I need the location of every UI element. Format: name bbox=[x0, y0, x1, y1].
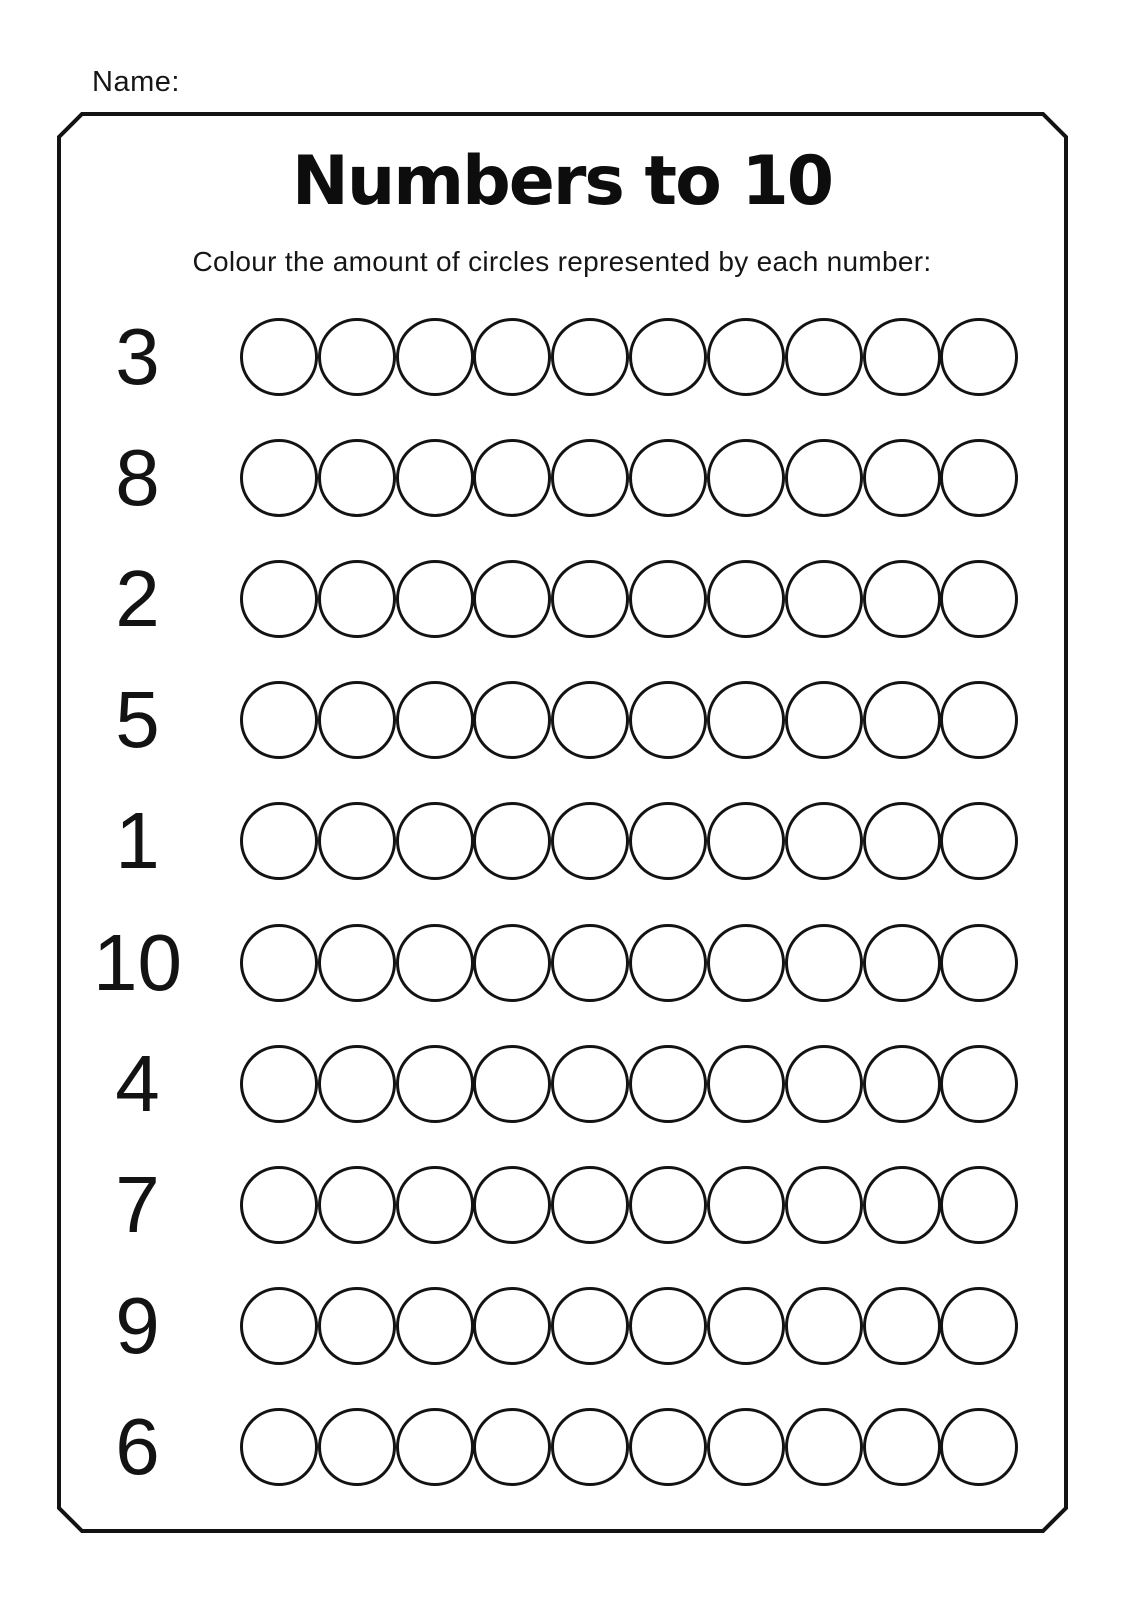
circle[interactable] bbox=[240, 681, 318, 759]
circle[interactable] bbox=[473, 802, 551, 880]
circle[interactable] bbox=[863, 439, 941, 517]
circle[interactable] bbox=[318, 681, 396, 759]
circle-row bbox=[240, 1408, 1018, 1486]
circle[interactable] bbox=[318, 318, 396, 396]
circle[interactable] bbox=[940, 439, 1018, 517]
circle[interactable] bbox=[707, 681, 785, 759]
circle-row bbox=[240, 439, 1018, 517]
worksheet-row bbox=[60, 312, 1018, 401]
circle-row bbox=[240, 560, 1018, 638]
circle[interactable] bbox=[785, 439, 863, 517]
circle[interactable] bbox=[318, 1287, 396, 1365]
circle[interactable] bbox=[629, 318, 707, 396]
circle[interactable] bbox=[551, 560, 629, 638]
row-number-label: 1 bbox=[115, 796, 160, 885]
circle[interactable] bbox=[940, 802, 1018, 880]
circle[interactable] bbox=[629, 924, 707, 1002]
circle[interactable] bbox=[785, 1166, 863, 1244]
circle[interactable] bbox=[240, 1166, 318, 1244]
circle[interactable] bbox=[785, 802, 863, 880]
circle[interactable] bbox=[785, 1045, 863, 1123]
circle[interactable] bbox=[707, 924, 785, 1002]
circle[interactable] bbox=[396, 802, 474, 880]
circle[interactable] bbox=[707, 1408, 785, 1486]
worksheet-row bbox=[60, 675, 1018, 764]
circle[interactable] bbox=[396, 924, 474, 1002]
circle[interactable] bbox=[629, 1408, 707, 1486]
circle[interactable] bbox=[551, 1045, 629, 1123]
circle[interactable] bbox=[318, 560, 396, 638]
circle[interactable] bbox=[551, 1287, 629, 1365]
circle[interactable] bbox=[629, 1166, 707, 1244]
circle[interactable] bbox=[551, 439, 629, 517]
circle-row bbox=[240, 681, 1018, 759]
worksheet-row bbox=[60, 1160, 1018, 1249]
circle[interactable] bbox=[707, 1166, 785, 1244]
circle[interactable] bbox=[396, 1408, 474, 1486]
circle[interactable] bbox=[551, 1408, 629, 1486]
circle[interactable] bbox=[240, 1045, 318, 1123]
circle[interactable] bbox=[785, 560, 863, 638]
circle[interactable] bbox=[473, 439, 551, 517]
circle[interactable] bbox=[629, 560, 707, 638]
circle[interactable] bbox=[396, 1287, 474, 1365]
circle[interactable] bbox=[940, 1287, 1018, 1365]
row-number-label: 6 bbox=[115, 1402, 160, 1491]
row-number-label: 5 bbox=[115, 675, 160, 764]
circle[interactable] bbox=[240, 802, 318, 880]
worksheet-row bbox=[60, 1402, 1018, 1491]
circle[interactable] bbox=[396, 439, 474, 517]
circle[interactable] bbox=[863, 560, 941, 638]
circle[interactable] bbox=[863, 681, 941, 759]
row-number-label: 7 bbox=[115, 1160, 160, 1249]
circle-row bbox=[240, 802, 1018, 880]
circle[interactable] bbox=[240, 1408, 318, 1486]
circle[interactable] bbox=[240, 560, 318, 638]
circle[interactable] bbox=[785, 924, 863, 1002]
circle[interactable] bbox=[551, 681, 629, 759]
worksheet-row bbox=[60, 433, 1018, 522]
circle[interactable] bbox=[629, 439, 707, 517]
circle[interactable] bbox=[940, 318, 1018, 396]
circle[interactable] bbox=[318, 1408, 396, 1486]
circle-row bbox=[240, 924, 1018, 1002]
circle[interactable] bbox=[318, 439, 396, 517]
circle[interactable] bbox=[240, 318, 318, 396]
circle[interactable] bbox=[863, 1045, 941, 1123]
circle[interactable] bbox=[240, 924, 318, 1002]
circle[interactable] bbox=[551, 318, 629, 396]
circle[interactable] bbox=[629, 802, 707, 880]
circle-row bbox=[240, 1287, 1018, 1365]
circle[interactable] bbox=[707, 802, 785, 880]
circle[interactable] bbox=[629, 1287, 707, 1365]
circle[interactable] bbox=[863, 924, 941, 1002]
circle[interactable] bbox=[396, 560, 474, 638]
circle[interactable] bbox=[863, 802, 941, 880]
circle[interactable] bbox=[863, 1287, 941, 1365]
circle[interactable] bbox=[240, 1287, 318, 1365]
row-number-label: 9 bbox=[115, 1281, 160, 1370]
circle[interactable] bbox=[629, 681, 707, 759]
circle[interactable] bbox=[863, 1408, 941, 1486]
circle[interactable] bbox=[551, 802, 629, 880]
circle-row bbox=[240, 1045, 1018, 1123]
circle[interactable] bbox=[940, 924, 1018, 1002]
worksheet-row bbox=[60, 796, 1018, 885]
circle-row bbox=[240, 1166, 1018, 1244]
circle[interactable] bbox=[707, 560, 785, 638]
circle[interactable] bbox=[318, 802, 396, 880]
circle[interactable] bbox=[396, 681, 474, 759]
circle[interactable] bbox=[318, 924, 396, 1002]
circle[interactable] bbox=[940, 681, 1018, 759]
row-number-label: 4 bbox=[115, 1039, 160, 1128]
circle[interactable] bbox=[940, 560, 1018, 638]
circle[interactable] bbox=[473, 560, 551, 638]
circle[interactable] bbox=[318, 1166, 396, 1244]
circle[interactable] bbox=[473, 1287, 551, 1365]
circle[interactable] bbox=[473, 681, 551, 759]
circle[interactable] bbox=[396, 318, 474, 396]
circle[interactable] bbox=[473, 1166, 551, 1244]
circle[interactable] bbox=[707, 318, 785, 396]
circle-row bbox=[240, 318, 1018, 396]
circle[interactable] bbox=[396, 1045, 474, 1123]
page-title: Numbers to 10 bbox=[291, 142, 833, 221]
circle[interactable] bbox=[551, 1166, 629, 1244]
instruction-text: Colour the amount of circles represented by each number: bbox=[192, 246, 932, 277]
circle[interactable] bbox=[473, 924, 551, 1002]
circle[interactable] bbox=[785, 1408, 863, 1486]
circle[interactable] bbox=[318, 1045, 396, 1123]
row-number-label: 8 bbox=[115, 433, 160, 522]
circle[interactable] bbox=[940, 1166, 1018, 1244]
circle[interactable] bbox=[473, 318, 551, 396]
circle[interactable] bbox=[396, 1166, 474, 1244]
circle[interactable] bbox=[785, 681, 863, 759]
row-number-label: 2 bbox=[115, 554, 160, 643]
circle[interactable] bbox=[785, 1287, 863, 1365]
worksheet-row bbox=[60, 1281, 1018, 1370]
circle[interactable] bbox=[473, 1408, 551, 1486]
worksheet-row bbox=[60, 918, 1018, 1007]
circle[interactable] bbox=[707, 1287, 785, 1365]
row-number-label: 3 bbox=[115, 312, 160, 401]
circle[interactable] bbox=[940, 1045, 1018, 1123]
circle[interactable] bbox=[473, 1045, 551, 1123]
circle[interactable] bbox=[707, 1045, 785, 1123]
circle[interactable] bbox=[629, 1045, 707, 1123]
worksheet-row bbox=[60, 1039, 1018, 1128]
name-label: Name: bbox=[92, 66, 180, 98]
circle[interactable] bbox=[240, 439, 318, 517]
circle[interactable] bbox=[863, 318, 941, 396]
circle[interactable] bbox=[863, 1166, 941, 1244]
circle[interactable] bbox=[940, 1408, 1018, 1486]
circle[interactable] bbox=[707, 439, 785, 517]
circle[interactable] bbox=[785, 318, 863, 396]
circle[interactable] bbox=[551, 924, 629, 1002]
worksheet-row bbox=[60, 554, 1018, 643]
row-number-label: 10 bbox=[93, 918, 182, 1007]
